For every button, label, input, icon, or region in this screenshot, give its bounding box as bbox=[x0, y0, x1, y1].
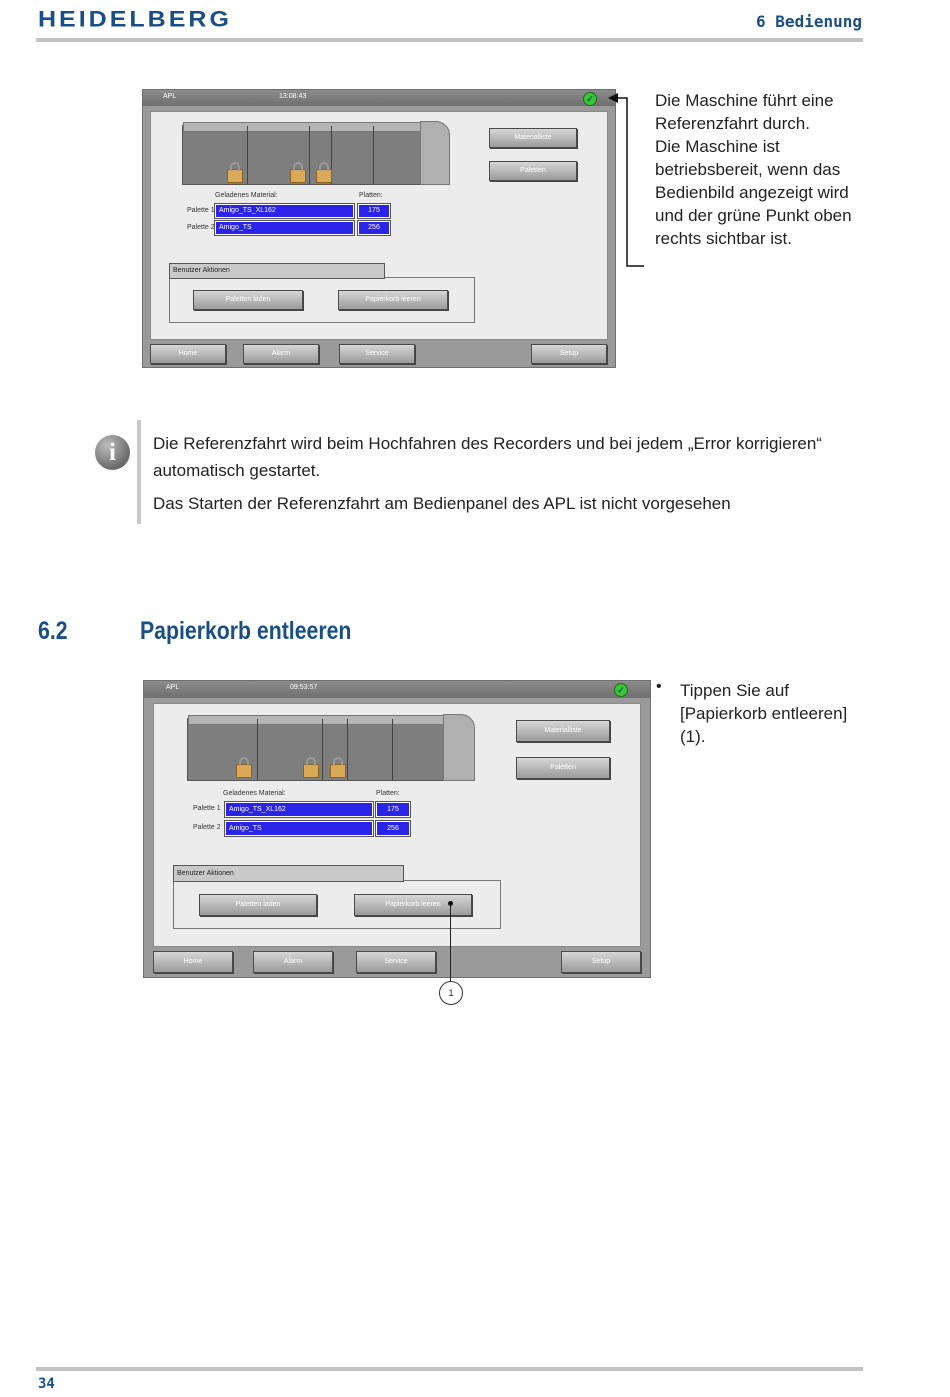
ready-check-icon: ✓ bbox=[614, 683, 628, 697]
nav-setup-button[interactable]: Setup bbox=[561, 951, 641, 973]
recorder-machine-graphic bbox=[182, 125, 422, 185]
palette-1-material-field[interactable]: Amigo_TS_XL162 bbox=[215, 204, 354, 218]
header-rule bbox=[36, 38, 863, 42]
screen-clock: 13:08:43 bbox=[279, 93, 307, 100]
papierkorb-leeren-button[interactable]: Papierkorb leeren bbox=[338, 290, 448, 310]
nav-service-button[interactable]: Service bbox=[356, 951, 436, 973]
nav-alarm-button[interactable]: Alarm bbox=[243, 344, 319, 364]
ready-check-icon: ✓ bbox=[583, 92, 597, 106]
apl-screen-2 bbox=[143, 680, 651, 978]
description-1: Die Maschine führt eine Referenzfahrt durch. Die Maschine ist betriebsbereit, wenn das Bedienbild angezeigt wird und der grüne Punkt oben rechts sichtbar ist. bbox=[655, 91, 852, 248]
palette-2-material-field[interactable]: Amigo_TS bbox=[225, 821, 373, 836]
callout-number: 1 bbox=[439, 981, 463, 1005]
plates-label: Platten: bbox=[376, 790, 400, 797]
palette-2-label: Palette 2 bbox=[187, 224, 215, 231]
loaded-material-label: Geladenes Material: bbox=[223, 790, 286, 797]
palette-1-label: Palette 1 bbox=[193, 805, 221, 812]
palette-1-plates-field[interactable]: 175 bbox=[376, 802, 410, 817]
apl-screen-1 bbox=[142, 89, 616, 368]
paletten-button[interactable]: Paletten bbox=[516, 757, 610, 779]
info-bar bbox=[137, 420, 141, 524]
paletten-laden-button[interactable]: Paletten laden bbox=[193, 290, 303, 310]
palette-2-material-field[interactable]: Amigo_TS bbox=[215, 221, 354, 235]
user-actions-title: Benutzer Aktionen bbox=[169, 263, 385, 279]
footer-rule bbox=[36, 1367, 863, 1371]
nav-service-button[interactable]: Service bbox=[339, 344, 415, 364]
plates-label: Platten: bbox=[359, 192, 383, 199]
screen-title: APL bbox=[163, 93, 177, 100]
instruction-text: Tippen Sie auf [Papierkorb entleeren] (1). bbox=[680, 681, 848, 746]
screen-title: APL bbox=[166, 684, 180, 691]
callout-line bbox=[450, 904, 451, 981]
info-note: Die Referenzfahrt wird beim Hochfahren des Recorders und bei jedem „Error korrigieren“ automatisch gestartet. Das Starten der Referenzfahrt am Bedienpanel des APL ist nicht vorgesehen bbox=[153, 434, 822, 513]
screen-body bbox=[150, 111, 608, 340]
screen-title-bar bbox=[144, 681, 650, 698]
lock-icon bbox=[303, 764, 319, 778]
loaded-material-label: Geladenes Material: bbox=[215, 192, 278, 199]
lock-icon bbox=[316, 169, 332, 183]
info-icon: i bbox=[95, 435, 130, 470]
lock-icon bbox=[236, 764, 252, 778]
heidelberg-logo: HEIDELBERG bbox=[38, 6, 232, 32]
palette-2-label: Palette 2 bbox=[193, 824, 221, 831]
palette-2-plates-field[interactable]: 256 bbox=[376, 821, 410, 836]
section-title: Papierkorb entleeren bbox=[140, 617, 352, 645]
palette-2-plates-field[interactable]: 256 bbox=[358, 221, 390, 235]
chapter-title: 6 Bedienung bbox=[756, 12, 862, 31]
lock-icon bbox=[227, 169, 243, 183]
page-number: 34 bbox=[38, 1376, 55, 1392]
materialliste-button[interactable]: Materialliste bbox=[489, 128, 577, 148]
palette-1-label: Palette 1 bbox=[187, 207, 215, 214]
bullet-icon: • bbox=[656, 678, 662, 695]
paletten-button[interactable]: Paletten bbox=[489, 161, 577, 181]
materialliste-button[interactable]: Materialliste bbox=[516, 720, 610, 742]
lock-icon bbox=[330, 764, 346, 778]
section-number: 6.2 bbox=[38, 617, 68, 645]
screen-clock: 09:53:57 bbox=[290, 684, 318, 691]
palette-1-material-field[interactable]: Amigo_TS_XL162 bbox=[225, 802, 373, 817]
nav-alarm-button[interactable]: Alarm bbox=[253, 951, 333, 973]
lock-icon bbox=[290, 169, 306, 183]
screen-title-bar bbox=[143, 90, 615, 106]
user-actions-title: Benutzer Aktionen bbox=[173, 865, 404, 882]
nav-home-button[interactable]: Home bbox=[150, 344, 226, 364]
nav-setup-button[interactable]: Setup bbox=[531, 344, 607, 364]
palette-1-plates-field[interactable]: 175 bbox=[358, 204, 390, 218]
pointer-line bbox=[600, 90, 650, 270]
nav-home-button[interactable]: Home bbox=[153, 951, 233, 973]
screen-body bbox=[153, 703, 641, 947]
paletten-laden-button[interactable]: Paletten laden bbox=[199, 894, 317, 916]
papierkorb-leeren-button[interactable]: Papierkorb leeren bbox=[354, 894, 472, 916]
recorder-machine-graphic bbox=[187, 718, 445, 781]
